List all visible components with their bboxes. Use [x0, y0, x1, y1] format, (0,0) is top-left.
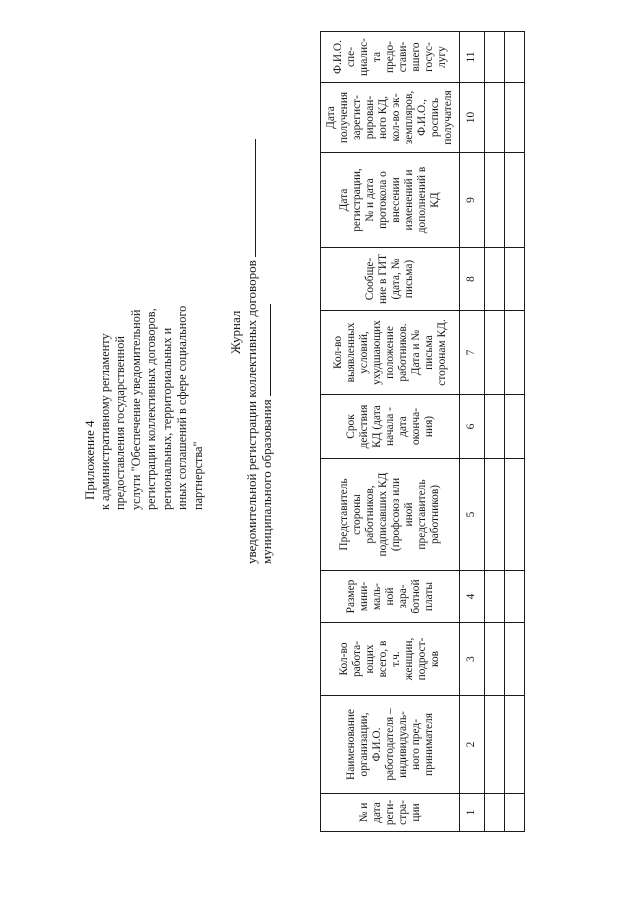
- empty-cell: [484, 696, 504, 794]
- empty-cell: [504, 794, 524, 832]
- header-line: получения: [338, 91, 351, 144]
- header-cell: [321, 623, 460, 696]
- header-line: подрост-: [416, 637, 429, 681]
- column-number-row: [460, 32, 484, 832]
- header-line: женщин,: [403, 637, 416, 681]
- header-line: оконча-: [409, 407, 422, 446]
- header-line: Кол-во: [338, 642, 351, 676]
- header-line: циалис-: [357, 38, 370, 76]
- header-cell: [321, 32, 460, 83]
- appendix-title: Приложение 4: [82, 420, 97, 500]
- header-line: Размер: [344, 579, 357, 614]
- appendix-line: предоставления государственной: [113, 336, 127, 510]
- header-line: стра-: [396, 800, 409, 825]
- column-number: 2: [460, 696, 484, 794]
- empty-cell: [504, 311, 524, 395]
- blank-underline: [244, 139, 256, 257]
- empty-cell: [504, 623, 524, 696]
- header-line: работа-: [351, 640, 364, 678]
- header-line: сторонам КД.: [435, 319, 448, 386]
- header-line: т.ч.: [390, 651, 403, 667]
- header-line: Сообще-: [364, 257, 377, 301]
- header-line: Срок: [344, 414, 357, 439]
- header-line: письма): [403, 259, 416, 299]
- header-line: Представитель: [338, 478, 351, 551]
- column-number: 8: [460, 248, 484, 311]
- header-cell: [321, 395, 460, 459]
- header-line: дата: [396, 416, 409, 437]
- header-line: иной: [403, 502, 416, 527]
- header-line: рирован-: [364, 95, 377, 140]
- header-line: ния): [422, 415, 435, 438]
- header-line: реги-: [383, 799, 396, 826]
- header-line: ухудшающих: [370, 320, 383, 385]
- appendix-line: партнерства": [190, 441, 205, 510]
- appendix-block: [82, 90, 206, 510]
- table-row: [504, 32, 524, 832]
- journal-heading: [228, 0, 275, 564]
- appendix-line: к административному регламенту: [97, 333, 112, 510]
- header-line: представитель: [416, 479, 429, 550]
- header-line: ного пред-: [409, 719, 422, 771]
- blank-underline: [259, 304, 271, 396]
- header-line: работников): [429, 484, 442, 545]
- header-line: работодателя –: [383, 708, 396, 781]
- empty-cell: [484, 32, 504, 83]
- header-line: ние в ГИТ: [377, 253, 390, 305]
- empty-cell: [484, 794, 504, 832]
- column-number: 11: [460, 32, 484, 83]
- header-line: Дата: [338, 188, 351, 212]
- header-line: та: [370, 51, 383, 63]
- header-line: Дата: [325, 106, 338, 129]
- header-line: лугу: [435, 46, 448, 68]
- header-cell: [321, 459, 460, 571]
- column-number: 9: [460, 153, 484, 248]
- header-line: кол-во эк-: [390, 93, 403, 142]
- journal-title: Журнал: [228, 310, 243, 354]
- header-line: изменений и: [403, 169, 416, 231]
- header-line: (дата, №: [390, 258, 403, 300]
- registration-journal-table: [320, 31, 525, 832]
- header-line: работников.: [396, 323, 409, 382]
- header-line: платы: [422, 581, 435, 612]
- column-number: 5: [460, 459, 484, 571]
- header-line: дополнений в: [416, 166, 429, 234]
- header-line: ной: [383, 587, 396, 606]
- header-line: № и дата: [364, 178, 377, 222]
- header-cell: [321, 794, 460, 832]
- table-header-row: [321, 32, 460, 832]
- header-line: положение: [383, 326, 396, 379]
- empty-cell: [504, 83, 524, 153]
- column-number: 10: [460, 83, 484, 153]
- header-line: начала -: [383, 407, 396, 446]
- empty-cell: [504, 696, 524, 794]
- header-line: госус-: [422, 42, 435, 72]
- header-line: действия: [357, 404, 370, 449]
- column-number: 4: [460, 571, 484, 623]
- municipality-label: муниципального образования: [259, 399, 274, 564]
- header-line: предо-: [383, 41, 396, 73]
- column-number: 6: [460, 395, 484, 459]
- empty-cell: [504, 571, 524, 623]
- header-line: Наименование: [344, 709, 357, 780]
- header-cell: [321, 311, 460, 395]
- journal-subtitle: уведомительной регистрации коллективных договоров: [243, 260, 259, 564]
- empty-cell: [484, 248, 504, 311]
- header-line: всего, в: [377, 640, 390, 678]
- appendix-line: услуги "Обеспечение уведомительной: [128, 309, 143, 510]
- header-line: организации,: [357, 712, 370, 777]
- empty-cell: [484, 459, 504, 571]
- empty-cell: [484, 153, 504, 248]
- header-line: КД: [429, 192, 442, 208]
- header-line: Дата и №: [409, 329, 422, 376]
- header-line: стороны: [351, 494, 364, 535]
- header-line: получателя: [442, 90, 455, 145]
- column-number: 3: [460, 623, 484, 696]
- header-cell: [321, 153, 460, 248]
- header-line: роспись: [429, 97, 442, 138]
- column-number: 1: [460, 794, 484, 832]
- empty-cell: [504, 459, 524, 571]
- appendix-line: иных соглашений в сфере социального: [175, 305, 189, 510]
- header-line: Ф.И.О.: [370, 727, 383, 762]
- header-line: маль-: [370, 583, 383, 610]
- empty-cell: [484, 395, 504, 459]
- header-line: стави-: [396, 41, 409, 73]
- header-line: земпляров,: [403, 90, 416, 145]
- header-line: вшего: [409, 42, 422, 72]
- header-line: внесении: [390, 177, 403, 223]
- empty-cell: [504, 248, 524, 311]
- header-line: дата: [370, 802, 383, 823]
- appendix-line: региональных, территориальных и: [159, 327, 174, 510]
- header-line: № и: [357, 802, 370, 823]
- column-number: 7: [460, 311, 484, 395]
- empty-cell: [484, 311, 504, 395]
- header-line: индивидуаль-: [396, 711, 409, 778]
- empty-cell: [504, 32, 524, 83]
- header-line: КД (дата: [370, 405, 383, 448]
- header-line: мини-: [357, 581, 370, 612]
- empty-cell: [504, 395, 524, 459]
- header-cell: [321, 248, 460, 311]
- header-line: ного КД,: [377, 96, 390, 139]
- header-line: ющих: [364, 644, 377, 674]
- header-cell: [321, 571, 460, 623]
- header-line: подписавших КД: [377, 472, 390, 557]
- header-line: Ф.И.О.,: [416, 99, 429, 136]
- header-line: письма: [422, 335, 435, 370]
- header-line: ков: [429, 650, 442, 668]
- header-line: зара-: [396, 584, 409, 609]
- header-line: условий,: [357, 331, 370, 374]
- header-line: протокола о: [377, 171, 390, 229]
- empty-cell: [484, 623, 504, 696]
- header-cell: [321, 83, 460, 153]
- header-line: регистрации,: [351, 168, 364, 232]
- header-cell: [321, 696, 460, 794]
- empty-cell: [484, 83, 504, 153]
- header-line: зарегист-: [351, 95, 364, 140]
- appendix-line: регистрации коллективных договоров,: [144, 308, 158, 510]
- empty-cell: [484, 571, 504, 623]
- table-row: [484, 32, 504, 832]
- empty-cell: [504, 153, 524, 248]
- header-line: Кол-во: [331, 335, 344, 370]
- header-line: ции: [409, 803, 422, 822]
- header-line: Ф.И.О.: [331, 40, 344, 74]
- header-line: спе-: [344, 47, 357, 68]
- header-line: выявленных: [344, 322, 357, 383]
- header-line: (профсоюз или: [390, 477, 403, 552]
- header-line: ботной: [409, 579, 422, 614]
- header-line: принимателя: [422, 713, 435, 776]
- header-line: работников,: [364, 485, 377, 544]
